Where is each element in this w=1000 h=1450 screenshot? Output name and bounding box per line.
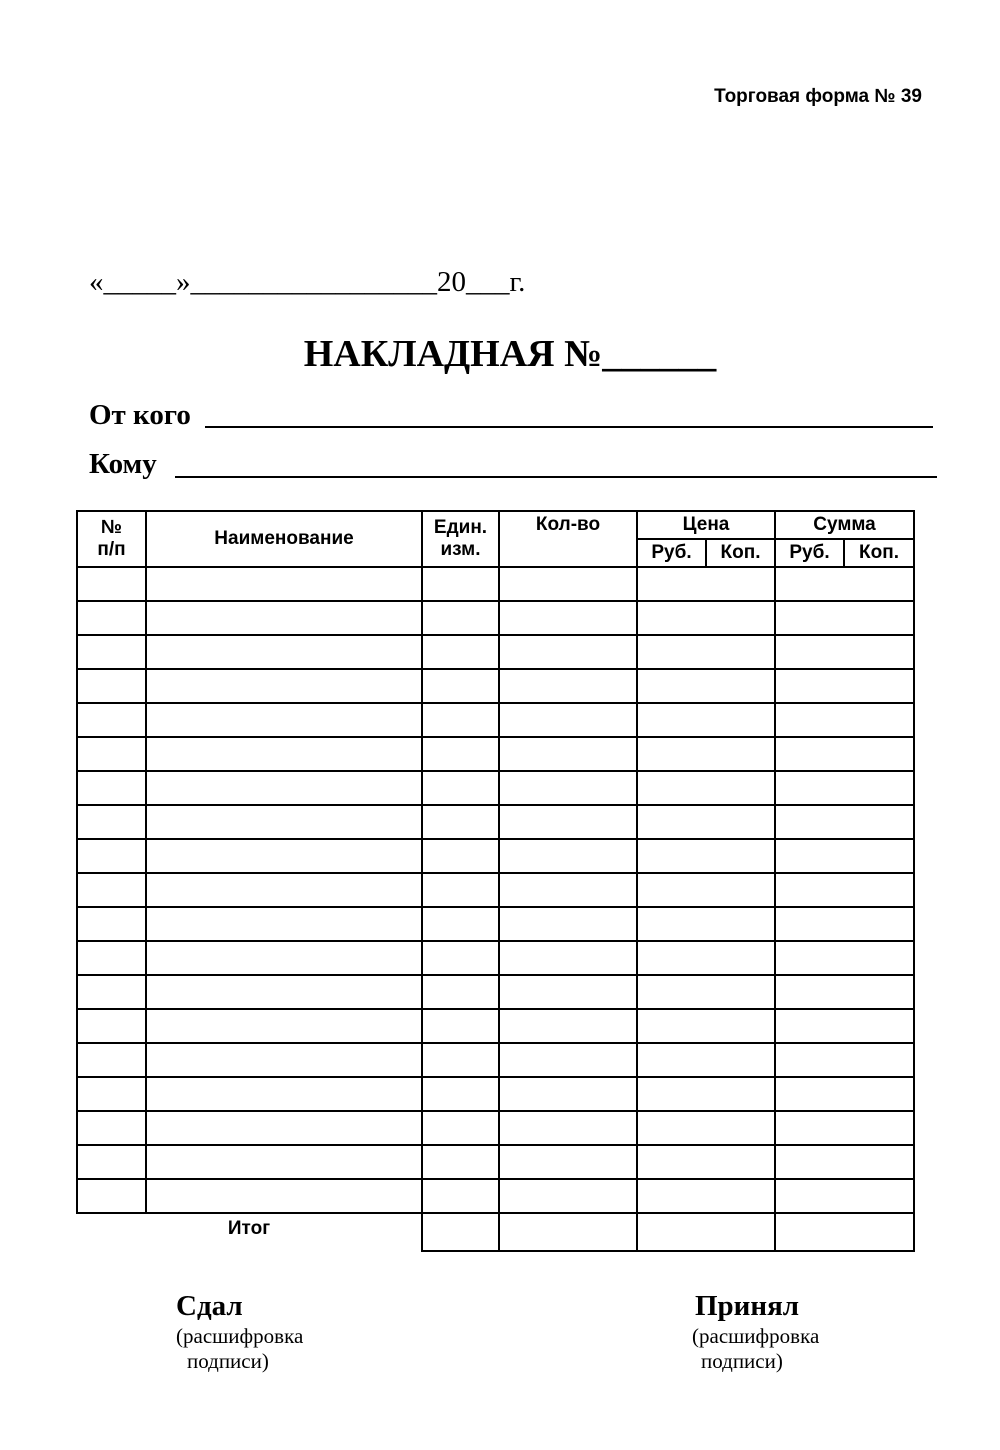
from-label: От кого <box>89 399 191 431</box>
cell-price[interactable] <box>637 1043 775 1077</box>
cell-qty[interactable] <box>499 601 637 635</box>
from-field-line <box>205 426 933 428</box>
cell-price[interactable] <box>637 975 775 1009</box>
cell-sum[interactable] <box>775 975 914 1009</box>
cell-unit[interactable] <box>422 1043 499 1077</box>
cell-name[interactable] <box>146 567 422 601</box>
cell-sum[interactable] <box>775 1009 914 1043</box>
to-field-line <box>175 476 937 478</box>
cell-unit[interactable] <box>422 1111 499 1145</box>
cell-num[interactable] <box>77 873 146 907</box>
cell-name[interactable] <box>146 1179 422 1213</box>
cell-qty[interactable] <box>499 1077 637 1111</box>
cell-num[interactable] <box>77 601 146 635</box>
cell-qty[interactable] <box>499 1145 637 1179</box>
cell-sum[interactable] <box>775 703 914 737</box>
cell-qty[interactable] <box>499 1179 637 1213</box>
header-qty: Кол-во <box>499 511 637 567</box>
cell-num[interactable] <box>77 839 146 873</box>
cell-num[interactable] <box>77 1009 146 1043</box>
cell-unit[interactable] <box>422 703 499 737</box>
cell-price[interactable] <box>637 941 775 975</box>
cell-name[interactable] <box>146 1077 422 1111</box>
cell-sum[interactable] <box>775 635 914 669</box>
cell-name[interactable] <box>146 635 422 669</box>
cell-num[interactable] <box>77 975 146 1009</box>
cell-price[interactable] <box>637 771 775 805</box>
cell-unit[interactable] <box>422 805 499 839</box>
cell-name[interactable] <box>146 941 422 975</box>
cell-num[interactable] <box>77 703 146 737</box>
cell-unit[interactable] <box>422 669 499 703</box>
cell-price[interactable] <box>637 1145 775 1179</box>
cell-name[interactable] <box>146 805 422 839</box>
cell-sum[interactable] <box>775 1077 914 1111</box>
cell-unit[interactable] <box>422 941 499 975</box>
table-row <box>77 567 914 601</box>
cell-name[interactable] <box>146 601 422 635</box>
cell-qty[interactable] <box>499 771 637 805</box>
table-row <box>77 1009 914 1043</box>
cell-name[interactable] <box>146 873 422 907</box>
total-row <box>77 1213 914 1251</box>
signature-left-title: Сдал <box>176 1290 243 1322</box>
cell-price[interactable] <box>637 1111 775 1145</box>
table-row <box>77 805 914 839</box>
cell-num[interactable] <box>77 669 146 703</box>
cell-unit[interactable] <box>422 1009 499 1043</box>
table-row <box>77 907 914 941</box>
header-name: Наименование <box>146 511 422 567</box>
cell-unit[interactable] <box>422 975 499 1009</box>
cell-qty[interactable] <box>499 1009 637 1043</box>
cell-num[interactable] <box>77 1043 146 1077</box>
cell-sum[interactable] <box>775 1043 914 1077</box>
cell-sum[interactable] <box>775 1179 914 1213</box>
table-row <box>77 635 914 669</box>
cell-num[interactable] <box>77 567 146 601</box>
table-row <box>77 771 914 805</box>
cell-price[interactable] <box>637 703 775 737</box>
table-row <box>77 839 914 873</box>
cell-price[interactable] <box>637 635 775 669</box>
cell-num[interactable] <box>77 1111 146 1145</box>
total-qty-cell[interactable] <box>499 1213 637 1251</box>
cell-price[interactable] <box>637 669 775 703</box>
cell-name[interactable] <box>146 1043 422 1077</box>
total-sum-cell[interactable] <box>775 1213 914 1251</box>
cell-name[interactable] <box>146 737 422 771</box>
table-row <box>77 941 914 975</box>
goods-table <box>76 510 915 1252</box>
cell-sum[interactable] <box>775 1145 914 1179</box>
document-title: НАКЛАДНАЯ №______ <box>303 333 717 375</box>
header-sum: Сумма <box>775 511 914 539</box>
cell-sum[interactable] <box>775 873 914 907</box>
table-row <box>77 975 914 1009</box>
header-price: Цена <box>637 511 775 539</box>
cell-qty[interactable] <box>499 975 637 1009</box>
cell-num[interactable] <box>77 771 146 805</box>
cell-name[interactable] <box>146 703 422 737</box>
cell-qty[interactable] <box>499 1111 637 1145</box>
cell-num[interactable] <box>77 907 146 941</box>
total-price-cell[interactable] <box>637 1213 775 1251</box>
header-unit: Един. изм. <box>422 511 499 567</box>
cell-sum[interactable] <box>775 941 914 975</box>
cell-qty[interactable] <box>499 703 637 737</box>
cell-name[interactable] <box>146 669 422 703</box>
header-sum-rub: Руб. <box>775 539 844 567</box>
cell-sum[interactable] <box>775 1111 914 1145</box>
signature-right-note: (расшифровка подписи) <box>692 1324 820 1373</box>
cell-price[interactable] <box>637 737 775 771</box>
cell-price[interactable] <box>637 1009 775 1043</box>
cell-qty[interactable] <box>499 737 637 771</box>
cell-name[interactable] <box>146 839 422 873</box>
cell-num[interactable] <box>77 635 146 669</box>
cell-unit[interactable] <box>422 1145 499 1179</box>
cell-price[interactable] <box>637 1179 775 1213</box>
cell-price[interactable] <box>637 839 775 873</box>
cell-qty[interactable] <box>499 635 637 669</box>
header-price-kop: Коп. <box>706 539 775 567</box>
table-row <box>77 737 914 771</box>
header-sum-kop: Коп. <box>844 539 914 567</box>
cell-unit[interactable] <box>422 771 499 805</box>
cell-qty[interactable] <box>499 669 637 703</box>
cell-qty[interactable] <box>499 873 637 907</box>
table-row <box>77 1111 914 1145</box>
cell-sum[interactable] <box>775 771 914 805</box>
table-row <box>77 601 914 635</box>
cell-unit[interactable] <box>422 737 499 771</box>
header-price-rub: Руб. <box>637 539 706 567</box>
form-number-label: Торговая форма № 39 <box>714 86 922 107</box>
table-row <box>77 1077 914 1111</box>
cell-qty[interactable] <box>499 805 637 839</box>
cell-unit[interactable] <box>422 1077 499 1111</box>
cell-unit[interactable] <box>422 873 499 907</box>
cell-name[interactable] <box>146 907 422 941</box>
cell-sum[interactable] <box>775 669 914 703</box>
cell-unit[interactable] <box>422 635 499 669</box>
cell-unit[interactable] <box>422 839 499 873</box>
cell-sum[interactable] <box>775 737 914 771</box>
cell-num[interactable] <box>77 737 146 771</box>
table-row <box>77 1043 914 1077</box>
cell-qty[interactable] <box>499 567 637 601</box>
cell-name[interactable] <box>146 771 422 805</box>
cell-num[interactable] <box>77 1179 146 1213</box>
total-unit-cell[interactable] <box>422 1213 499 1251</box>
cell-num[interactable] <box>77 1077 146 1111</box>
cell-sum[interactable] <box>775 567 914 601</box>
cell-unit[interactable] <box>422 907 499 941</box>
table-row <box>77 669 914 703</box>
cell-num[interactable] <box>77 805 146 839</box>
cell-sum[interactable] <box>775 907 914 941</box>
cell-price[interactable] <box>637 907 775 941</box>
cell-qty[interactable] <box>499 839 637 873</box>
cell-qty[interactable] <box>499 907 637 941</box>
cell-qty[interactable] <box>499 941 637 975</box>
cell-name[interactable] <box>146 1145 422 1179</box>
total-label: Итог <box>77 1213 422 1251</box>
cell-price[interactable] <box>637 567 775 601</box>
cell-price[interactable] <box>637 1077 775 1111</box>
signature-left-note: (расшифровка подписи) <box>176 1324 304 1373</box>
table-row <box>77 873 914 907</box>
cell-num[interactable] <box>77 941 146 975</box>
table-row <box>77 703 914 737</box>
cell-price[interactable] <box>637 805 775 839</box>
cell-sum[interactable] <box>775 601 914 635</box>
cell-unit[interactable] <box>422 601 499 635</box>
header-num: № п/п <box>77 511 146 567</box>
cell-price[interactable] <box>637 601 775 635</box>
cell-price[interactable] <box>637 873 775 907</box>
table-row <box>77 1145 914 1179</box>
cell-qty[interactable] <box>499 1043 637 1077</box>
to-label: Кому <box>89 448 157 480</box>
cell-num[interactable] <box>77 1145 146 1179</box>
table-row <box>77 1179 914 1213</box>
date-line: «_____»_________________20___г. <box>89 266 526 298</box>
cell-name[interactable] <box>146 1111 422 1145</box>
cell-sum[interactable] <box>775 839 914 873</box>
cell-unit[interactable] <box>422 567 499 601</box>
table-header-row <box>77 511 914 539</box>
cell-sum[interactable] <box>775 805 914 839</box>
signature-right-title: Принял <box>695 1290 800 1322</box>
cell-name[interactable] <box>146 975 422 1009</box>
cell-unit[interactable] <box>422 1179 499 1213</box>
cell-name[interactable] <box>146 1009 422 1043</box>
